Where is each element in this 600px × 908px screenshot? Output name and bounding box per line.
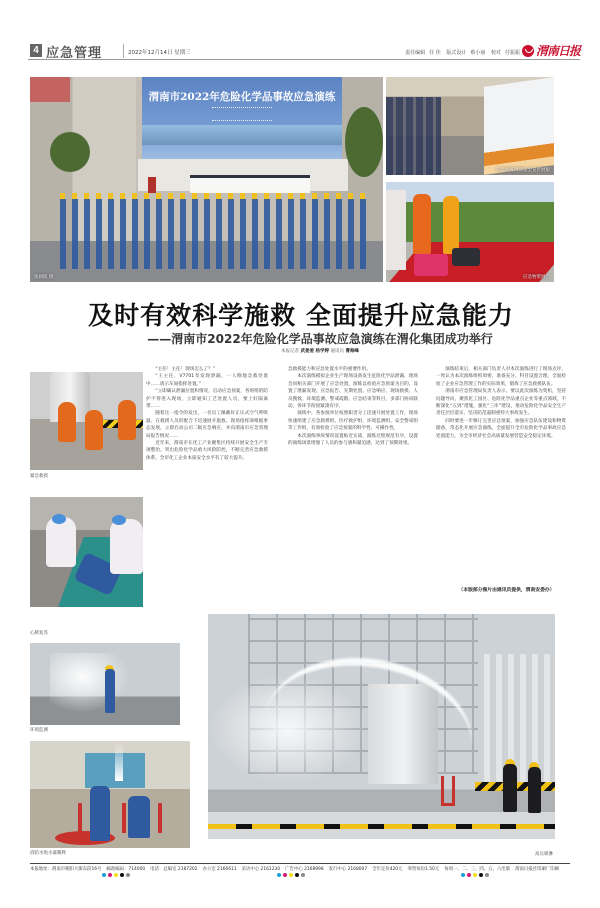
photo-emergency-rescue (30, 372, 143, 470)
reg-dot-yellow (473, 873, 477, 877)
paragraph: 同时要进一步修订完善应急预案，加强应急队伍建设和物资储备，常态化开展应急演练，全面提升全市危险化学品事故应急处置能力，为全市经济社会高质量发展营造安全稳定环境。 (436, 418, 566, 439)
photo-safety-exhibition (386, 77, 554, 175)
protective-suit (386, 190, 406, 270)
reg-dot-magenta (283, 873, 287, 877)
footer-printer: 渭南日报社印刷厂印刷 (515, 867, 560, 872)
medic (110, 519, 143, 574)
water-mist (50, 653, 130, 713)
tree (50, 132, 90, 172)
backdrop-title: 渭南市2022年危险化学品事故应急演练 (148, 91, 336, 103)
reg-dot-magenta (467, 873, 471, 877)
paragraph: 渭南市应急管理局负责人表示，要以此次演练为契机，坚持问题导向，聚焦化工园区、危险化学品重点企业等重点领域，不断深化“五到”措施，强化“三库”建设，推动危险化学品安全生产责任层层落实，坚决防范遏制重特大事故发生。 (436, 389, 566, 417)
logo-text: 渭南日报 (535, 44, 580, 58)
paragraph: 演练结束后，相关部门负责人对本次演练进行了现场点评，一致认为本次演练组织周密、准备充分、科目设置合理，全面检验了企业应急管理工作的实际效果，锻炼了应急救援队伍。 (436, 367, 566, 387)
water-jet (115, 741, 123, 781)
photo-emergency-supplies (386, 182, 554, 282)
photo-caption: 紧急救援 (30, 474, 48, 479)
paragraph: 演练中，各参演单位按照职责分工迅速开展处置工作，现场快速组建了应急救援组、医疗救护组、环境监测组、安全警戒组等工作组，有效检验了应急预案的科学性、可操作性。 (288, 411, 418, 432)
medic-cap (52, 514, 66, 524)
hazmat-suit-yellow (443, 196, 459, 254)
photo-caption: 心肺复苏 (30, 631, 48, 636)
paragraph: 本次演练事故情况设置贴近实战，演练过程规范有序，设置的演练场景增强了人员的参与感和紧迫感，达到了预期效果。 (288, 433, 418, 447)
side-banner (30, 77, 70, 102)
rescue-teams (60, 199, 370, 269)
reg-dot-gray (126, 873, 130, 877)
photo-environment-monitoring (30, 643, 180, 725)
article-column-1 (146, 366, 268, 606)
credit-role: 责任编辑 (405, 50, 426, 56)
observers (386, 97, 441, 175)
page-header (28, 42, 580, 60)
backdrop-subtext (212, 107, 272, 121)
registration-marks (102, 873, 130, 877)
rescuer (118, 400, 136, 440)
footer-phone: 采访中心 2161230 (241, 867, 281, 872)
article-byline (80, 348, 560, 354)
footer-price: 全年定价420元 (372, 867, 403, 872)
photo-high-pressure-spray (208, 614, 555, 839)
page-number: 4 (30, 44, 42, 57)
rescuer (58, 402, 76, 442)
medic-cap (112, 515, 126, 525)
reg-dot-yellow (289, 873, 293, 877)
reg-dot-gray (301, 873, 305, 877)
photo-caption: 应急物资展示 (523, 275, 550, 280)
photo-caption: 消防水炮水幕稀释 (30, 851, 66, 856)
firefighter (503, 764, 517, 812)
credit-role: 校对 (490, 50, 501, 56)
issue-date: 2022年12月14日 星期三 (128, 50, 191, 56)
credit-role: 版式设计 (446, 50, 467, 56)
credit-name: 任 佳 (429, 50, 441, 56)
officials-table (190, 175, 310, 193)
byline-label: 通讯员 (330, 349, 344, 354)
monitor-worker (105, 669, 115, 713)
photo-caption: 高压喷淋 (535, 852, 553, 857)
curb-stripe (208, 824, 555, 829)
reg-dot-cyan (102, 873, 106, 877)
reg-dot-black (120, 873, 124, 877)
hazmat-suit-orange (413, 194, 431, 254)
reg-dot-black (479, 873, 483, 877)
header-divider (123, 44, 124, 58)
footer-phone: 办公室 2166611 (202, 867, 237, 872)
paragraph: 随着这一指令的发出，一名员工佩戴好正压式空气呼吸器，在救援人员的配合下迅速展开施救。现场指挥部根据事态发展，立即启动公司二级应急响应，并向渭南市应急管理局报告情况…… (146, 411, 268, 439)
reg-dot-yellow (114, 873, 118, 877)
registration-marks (461, 873, 489, 877)
byline-label: 本报记者 (281, 349, 300, 354)
article-column-2 (288, 366, 418, 606)
equipment-case (452, 248, 480, 266)
reg-dot-black (295, 873, 299, 877)
editor-credits (401, 49, 520, 56)
reg-dot-cyan (277, 873, 281, 877)
footer-address: 本报地址：渭南市朝阳大街东段16号 (30, 867, 102, 872)
article-subheadline: ——渭南市2022年危险化学品事故应急演练在渭化集团成功举行 (147, 332, 493, 346)
podium (148, 177, 156, 193)
footer-phone: 发行中心 2168007 (328, 867, 368, 872)
stage-backdrop (142, 77, 342, 159)
footer-phone: 电话：总编室 2187202 (150, 867, 198, 872)
hydrant-post (78, 803, 82, 833)
exhibition-board (484, 77, 554, 175)
storage-tank (478, 654, 555, 784)
paragraph: “立即确认泄漏位置和情况，启动应急预案，各班组的防护不得进入现场，立即通知工艺处置人员，要上好隔离带…… (146, 389, 268, 410)
section-title: 应急管理 (46, 46, 103, 61)
photo-credit: 张朝阳 摄 (34, 275, 54, 280)
photo-cpr (30, 497, 143, 607)
medical-bag (414, 254, 448, 276)
footer-schedule: 每周一、二、三、四、五、六出版 (444, 867, 511, 872)
credit-name: 付振振 (504, 50, 520, 56)
water-cannon (441, 776, 455, 806)
reg-dot-cyan (461, 873, 465, 877)
rescuer (85, 410, 103, 450)
firefighter (128, 796, 150, 838)
firefighter (90, 786, 110, 841)
reg-dot-gray (485, 873, 489, 877)
photo-drill-ceremony (30, 77, 383, 282)
article-end-note: （本版部分图片由通讯员提供，渭南安委办） (458, 588, 555, 593)
medic (46, 517, 76, 567)
article-headline: 及时有效科学施救 全面提升应急能力 (88, 301, 514, 330)
footer-retail-price: 零售每份1.50元 (407, 867, 440, 872)
paragraph: 本次演练模拟企业生产现场设备发生危险化学品泄漏，现场会同相关部门开展了应急处置，演练以检验应急预案为目的，设置了泄漏发现、应急报告、先期处置、应急响应、现场救援、人员搜救、环境监测、警戒疏散、应急结束等科目，多部门协同联动，各环节衔接紧凑有序。 (288, 374, 418, 410)
article-column-3 (436, 366, 566, 596)
logo-emblem-icon (522, 45, 534, 57)
reg-dot-magenta (108, 873, 112, 877)
credit-name: 蔡小丽 (470, 50, 486, 56)
hydrant-post (122, 803, 126, 833)
footer-postcode: 邮政编码：714000 (106, 867, 146, 872)
tree (345, 107, 383, 177)
hydrant-post (158, 803, 162, 833)
paragraph: 近年来，渭南市在化工产业聚集区持续开展安全生产专项整治，突出危险化学品重大风险防控，不断完善应急救援体系，全市化工企业本质安全水平有了较大提升。 (146, 441, 268, 461)
footer-phone: 广告中心 2168998 (285, 867, 324, 872)
registration-marks (277, 873, 305, 877)
byline-correspondent: 曹海峰 (345, 349, 359, 354)
paragraph: 急救援能力和应急处置水平的重要作用。 (288, 367, 371, 372)
photo-caption: 应急演练现场安全宣传展板 (496, 168, 550, 173)
firefighter (528, 767, 541, 813)
photo-caption: 环境监测 (30, 728, 48, 733)
page-footer (30, 863, 570, 872)
backdrop-skyline (142, 125, 342, 145)
paragraph: “主任！主任！现场怎么了？” (155, 367, 216, 372)
newspaper-logo (522, 42, 580, 59)
paragraph: “王主任，V7701泵发现泄漏，一人倒地急救处置中……请示车间指挥处置。” (146, 374, 268, 387)
photo-hydrant-water-curtain (30, 741, 190, 848)
byline-reporters: 武姜姜 杨学婷 (300, 349, 330, 354)
